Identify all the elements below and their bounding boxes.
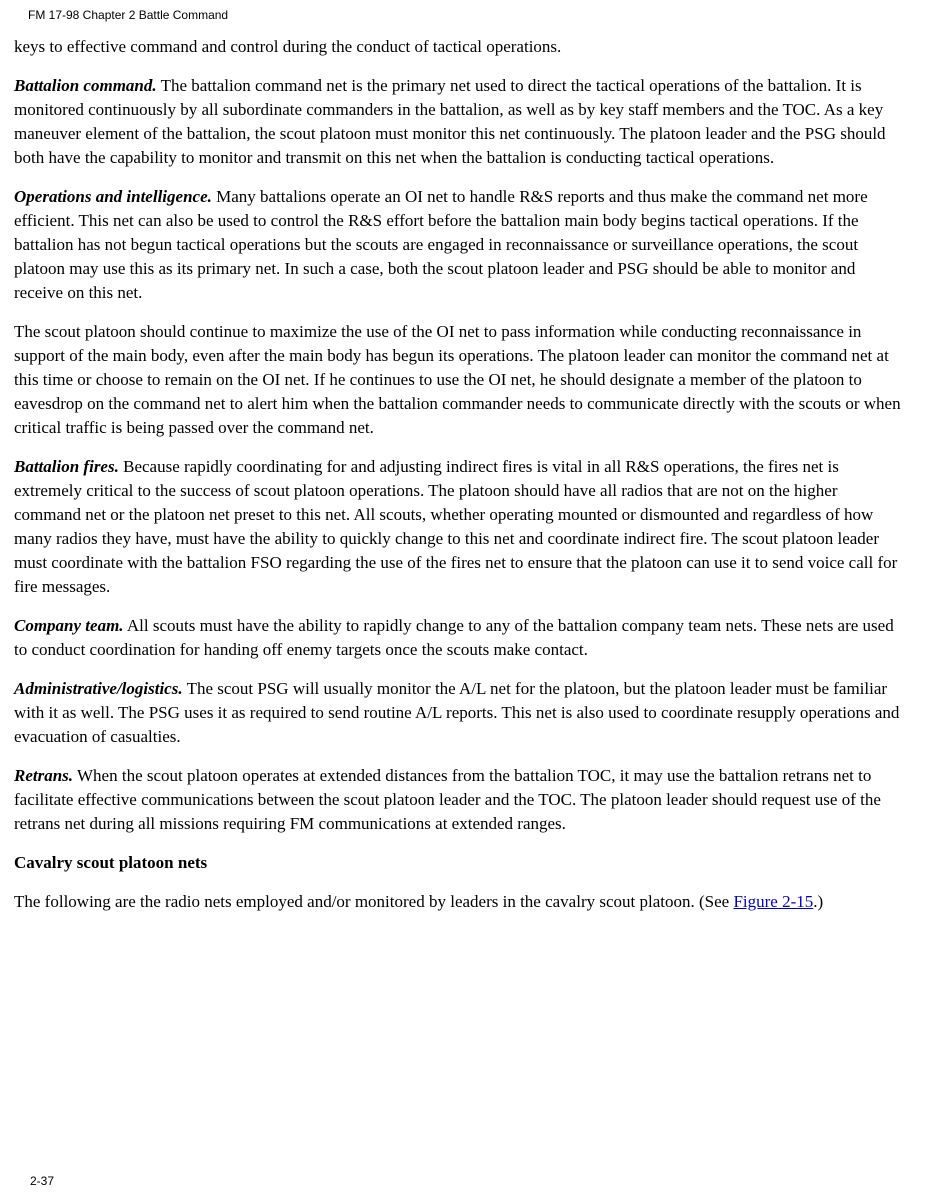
paragraph-lead: Battalion command. xyxy=(14,76,157,95)
paragraph-retrans xyxy=(14,764,908,836)
section-heading-cavalry-scout-platoon-nets: Cavalry scout platoon nets xyxy=(14,853,208,872)
page-header: FM 17-98 Chapter 2 Battle Command xyxy=(28,8,229,22)
paragraph-text: The scout PSG will usually monitor the A/L net for the platoon, but the platoon leader must be familiar with it as well. The PSG uses it as required to send routine A/L reports. This net is also used to coordinate resupply operations and evacuation of casualties. xyxy=(14,679,900,746)
paragraph-lead: Operations and intelligence. xyxy=(14,187,212,206)
paragraph-text: Because rapidly coordinating for and adjusting indirect fires is vital in all R&S operations, the fires net is extremely critical to the success of scout platoon operations. The platoon should have all radios that are not on the higher command net or the platoon net preset to this net. All scouts, whether operating mounted or dismounted and regardless of how many radios they have, must have the ability to quickly change to this net and coordinate indirect fire. The scout platoon leader must coordinate with the battalion FSO regarding the use of the fires net to ensure that the platoon can use it to send voice call for fire messages. xyxy=(14,457,898,596)
paragraph-lead: Retrans. xyxy=(14,766,74,785)
paragraph-battalion-fires xyxy=(14,455,908,599)
paragraph-text: keys to effective command and control during the conduct of tactical operations. xyxy=(14,37,562,56)
paragraph-company-team xyxy=(14,614,908,662)
paragraph-operations-intelligence xyxy=(14,185,908,305)
paragraph-administrative-logistics xyxy=(14,677,908,749)
paragraph-closing xyxy=(14,890,908,914)
figure-2-15-link[interactable]: Figure 2-15 xyxy=(733,892,814,911)
paragraph-text: The following are the radio nets employed and/or monitored by leaders in the cavalry scout platoon. (See xyxy=(14,892,730,911)
paragraph-text: When the scout platoon operates at extended distances from the battalion TOC, it may use the battalion retrans net to facilitate effective communications between the scout platoon leader and the TOC. The platoon leader should request use of the retrans net during all missions requiring FM communications at extended ranges. xyxy=(14,766,881,833)
paragraph-lead: Administrative/logistics. xyxy=(14,679,183,698)
paragraph-lead: Battalion fires. xyxy=(14,457,119,476)
page-number: 2-37 xyxy=(30,1174,55,1188)
paragraph-battalion-command xyxy=(14,74,908,170)
document-body xyxy=(14,35,908,914)
paragraph-text: All scouts must have the ability to rapidly change to any of the battalion company team nets. These nets are used to conduct coordination for handing off enemy targets once the scouts make contact. xyxy=(14,616,894,659)
paragraph-lead: Company team. xyxy=(14,616,124,635)
paragraph-text: Many battalions operate an OI net to handle R&S reports and thus make the command net more efficient. This net can also be used to control the R&S effort before the battalion main body begins tactical operations. If the battalion has not begun tactical operations but the scouts are engaged in reconnaissance or surveillance operations, the scout platoon may use this as its primary net. In such a case, both the scout platoon leader and PSG should be able to monitor and receive on this net. xyxy=(14,187,868,302)
paragraph-text: .) xyxy=(813,892,824,911)
paragraph-text: The scout platoon should continue to maximize the use of the OI net to pass information while conducting reconnaissance in support of the main body, even after the main body has begun its operations. The platoon leader can monitor the command net at this time or choose to remain on the OI net. If he continues to use the OI net, he should designate a member of the platoon to eavesdrop on the command net to alert him when the battalion commander needs to communicate directly with the scouts or when critical traffic is being passed over the command net. xyxy=(14,322,901,437)
paragraph-text: The battalion command net is the primary net used to direct the tactical operations of the battalion. It is monitored continuously by all subordinate commanders in the battalion, as well as by key staff members and the TOC. As a key maneuver element of the battalion, the scout platoon must monitor this net continuously. The platoon leader and the PSG should both have the capability to monitor and transmit on this net when the battalion is conducting tactical operations. xyxy=(14,76,886,167)
paragraph-oi-net-continued xyxy=(14,320,908,440)
paragraph-intro xyxy=(14,35,908,59)
